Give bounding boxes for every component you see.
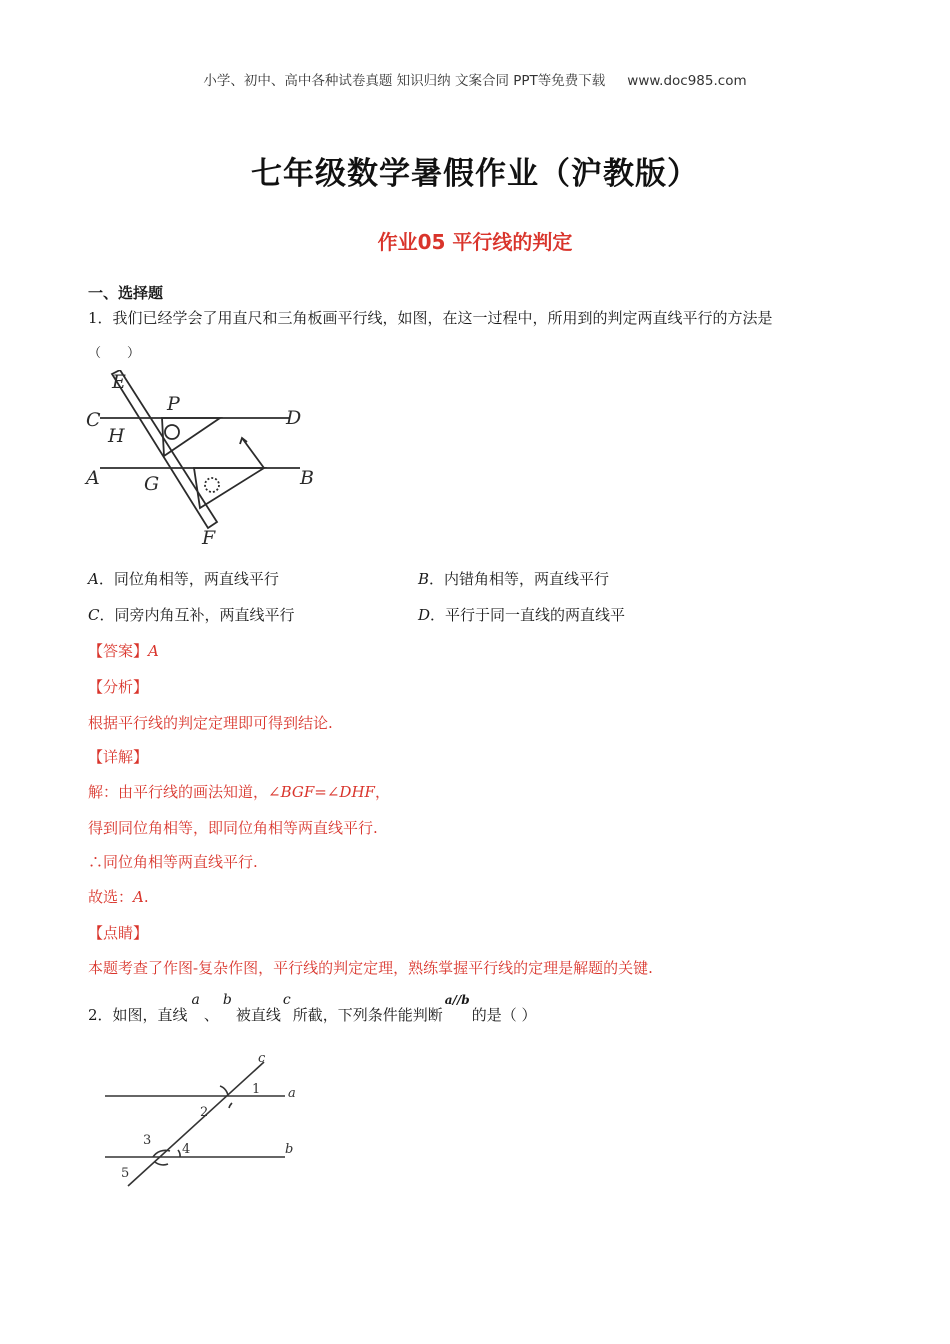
q2-var-c: c [282,992,291,1008]
q2-part3: 所截，下列条件能判断 [292,1006,443,1024]
fig2-label-a: a [288,1086,296,1101]
q1-figure [82,370,332,550]
detail-1-prefix: 解：由平行线的画法知道， [88,783,269,801]
option-c-letter: C [88,606,100,624]
triangle-hole-upper [165,425,179,439]
q1-comment: 本题考查了作图-复杂作图，平行线的判定定理，熟练掌握平行线的定理是解题的关键. [88,959,653,977]
line-c [128,1062,264,1186]
q1-detail-4 [88,886,149,908]
angle-4-arc [178,1150,180,1157]
option-b-text: ．内错角相等，两直线平行 [429,570,610,588]
angle-5-arc [155,1162,168,1165]
header-text: 小学、初中、高中各种试卷真题 知识归纳 文案合同 PPT等免费下载 [203,73,606,89]
fig2-label-c: c [258,1051,266,1066]
page-header [0,69,950,89]
fig2-label-3: 3 [143,1133,152,1148]
q2-sep: 、 [203,1006,219,1024]
page-subtitle: 作业05 平行线的判定 [377,230,573,254]
q1-paren: （ ） [88,346,141,361]
q1-answer [88,640,159,662]
q2-figure [100,1050,310,1190]
fig1-label-e: E [112,371,126,393]
q2-relation: a//b [444,993,470,1007]
page-title: 七年级数学暑假作业（沪教版） [251,156,699,192]
fig1-label-h: H [108,425,125,447]
q2-var-b: b [222,992,232,1008]
option-a-text: ．同位角相等，两直线平行 [98,570,279,588]
option-c-text: ．同旁内角互补，两直线平行 [99,606,295,624]
fig2-label-b: b [285,1142,294,1157]
fig1-label-b: B [300,467,314,489]
fig2-label-4: 4 [182,1142,191,1157]
q1-detail-label: 【详解】 [88,748,149,766]
triangle-hole-lower [205,478,219,492]
q1-option-b[interactable] [418,568,609,590]
q1-stem: 1．我们已经学会了用直尺和三角板画平行线，如图，在这一过程中，所用到的判定两直线平行的方法是 [88,309,773,327]
q1-detail-2: 得到同位角相等，即同位角相等两直线平行. [88,819,378,837]
fig2-label-1: 1 [252,1082,261,1097]
q1-option-d[interactable] [418,604,625,626]
fig2-label-5: 5 [121,1166,130,1181]
q2-part2: 被直线 [235,1006,281,1024]
detail-4-value: A [133,888,144,906]
q2-part1: 2．如图，直线 [88,1006,188,1024]
q1-option-c[interactable] [88,604,295,626]
fig1-label-c: C [86,409,101,431]
option-a-letter: A [88,570,99,588]
fig2-label-2: 2 [200,1105,209,1120]
fig1-label-f: F [202,527,216,549]
q1-comment-label: 【点睛】 [88,924,149,942]
detail-4-suffix: . [143,888,149,906]
fig1-label-a: A [86,467,100,489]
angle-2-arc [229,1103,232,1108]
q1-analysis-label: 【分析】 [88,678,149,696]
q1-detail-1 [88,781,390,803]
move-arrow [242,438,264,468]
q1-analysis: 根据平行线的判定定理即可得到结论. [88,714,333,732]
q2-stem [88,992,537,1027]
q2-var-a: a [191,992,200,1008]
option-d-text: ．平行于同一直线的两直线平 [430,606,626,624]
detail-1-math: ∠BGF=∠DHF [268,783,375,801]
section-title: 一、选择题 [88,284,164,302]
q2-part4: 的是（ ） [471,1006,537,1024]
fig1-label-d: D [286,407,302,429]
header-site: www.doc985.com [627,73,747,89]
fig1-label-p: P [167,393,180,415]
answer-label: 【答案】 [88,642,149,660]
detail-4-prefix: 故选： [88,888,134,906]
detail-1-suffix: ， [374,783,390,801]
option-d-letter: D [418,606,431,624]
q1-detail-3: ∴同位角相等两直线平行. [88,853,258,871]
angle-1-arc [220,1086,228,1096]
answer-value: A [148,642,159,660]
q1-option-a[interactable] [88,568,279,590]
fig1-label-g: G [144,473,160,495]
option-b-letter: B [418,570,430,588]
